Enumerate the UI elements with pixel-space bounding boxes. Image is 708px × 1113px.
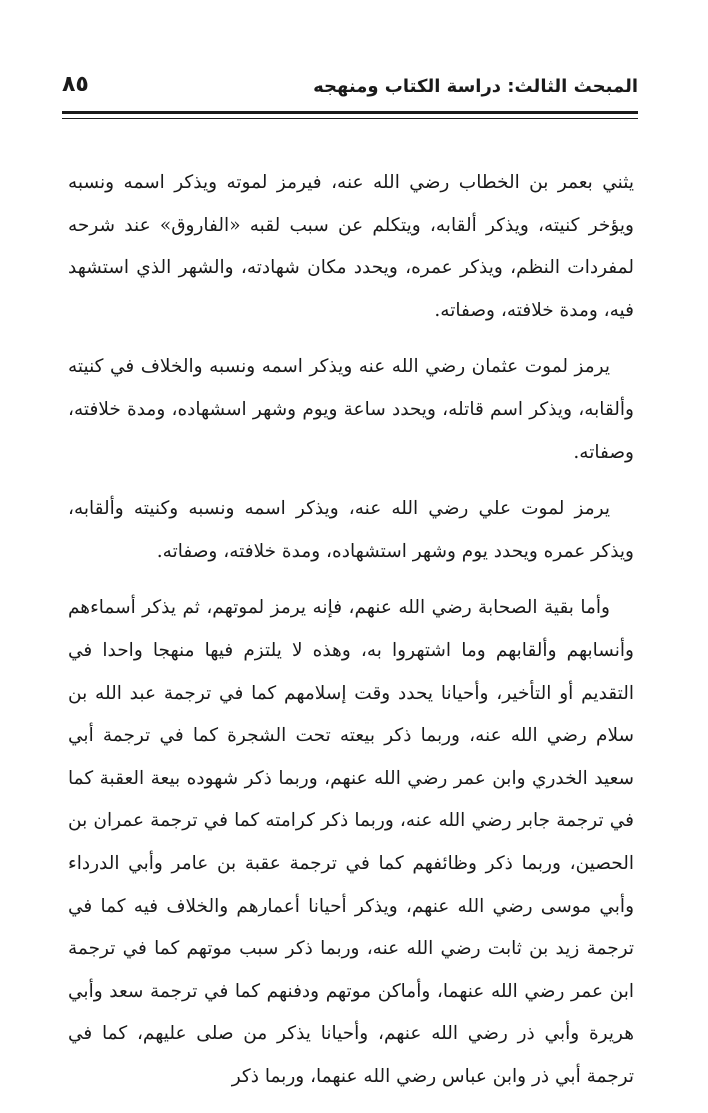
paragraph: وأما بقية الصحابة رضي الله عنهم، فإنه يرمز لموتهم، ثم يذكر أسماءهم وأنسابهم وألقابهم وما اشتهروا به، وهذه لا يلتزم فيها منهجا واحدا في التقديم أو التأخير، وأحيانا يحدد وقت إسلامهم كما في ترجمة عبد الله بن سلام رضي الله عنه، وربما ذكر بيعته تحت الشجرة كما في ترجمة أبي سعيد الخدري وابن عمر رضي الله عنهم، وربما ذكر شهوده بيعة العقبة كما في ترجمة جابر رضي الله عنه، وربما ذكر كرامته كما في ترجمة عمران بن الحصين، وربما ذكر وظائفهم كما في ترجمة عقبة بن عامر وأبي الدرداء وأبي موسى رضي الله عنهم، ويذكر أحيانا أعمارهم والخلاف فيه كما في ترجمة زيد بن ثابت رضي الله عنه، وربما ذكر سبب موتهم كما في ترجمة ابن عمر رضي الله عنهما، وأماكن موتهم ودفنهم كما في ترجمة سعد وأبي هريرة وأبي ذر رضي الله عنهم، وأحيانا يذكر من صلى عليهم، كما في ترجمة أبي ذر وابن عباس رضي الله عنهما، وربما ذكر — [68, 597, 634, 1087]
header-title: المبحث الثالث: دراسة الكتاب ومنهجه — [313, 76, 638, 97]
paragraph: يرمز لموت علي رضي الله عنه، ويذكر اسمه ونسبه وكنيته وألقابه، ويذكر عمره ويحدد يوم وشهر استشهاده، ومدة خلافته، وصفاته. — [68, 498, 634, 562]
page-number: ٨٥ — [62, 72, 89, 97]
header-rule-thick — [62, 111, 638, 114]
paragraph: يرمز لموت عثمان رضي الله عنه ويذكر اسمه ونسبه والخلاف في كنيته وألقابه، ويذكر اسم قاتله، ويحدد ساعة ويوم وشهر اسشهاده، ومدة خلافته، وصفاته. — [68, 356, 634, 463]
body-text — [68, 162, 634, 1112]
paragraph: يثني بعمر بن الخطاب رضي الله عنه، فيرمز لموته ويذكر اسمه ونسبه ويؤخر كنيته، ويذكر ألقابه، ويتكلم عن سبب لقبه «الفاروق» عند شرحه لمفردات النظم، ويذكر عمره، ويحدد مكان شهادته، والشهر الذي استشهد فيه، ومدة خلافته، وصفاته. — [68, 172, 634, 321]
running-header — [62, 70, 638, 106]
header-rule-thin — [62, 118, 638, 119]
